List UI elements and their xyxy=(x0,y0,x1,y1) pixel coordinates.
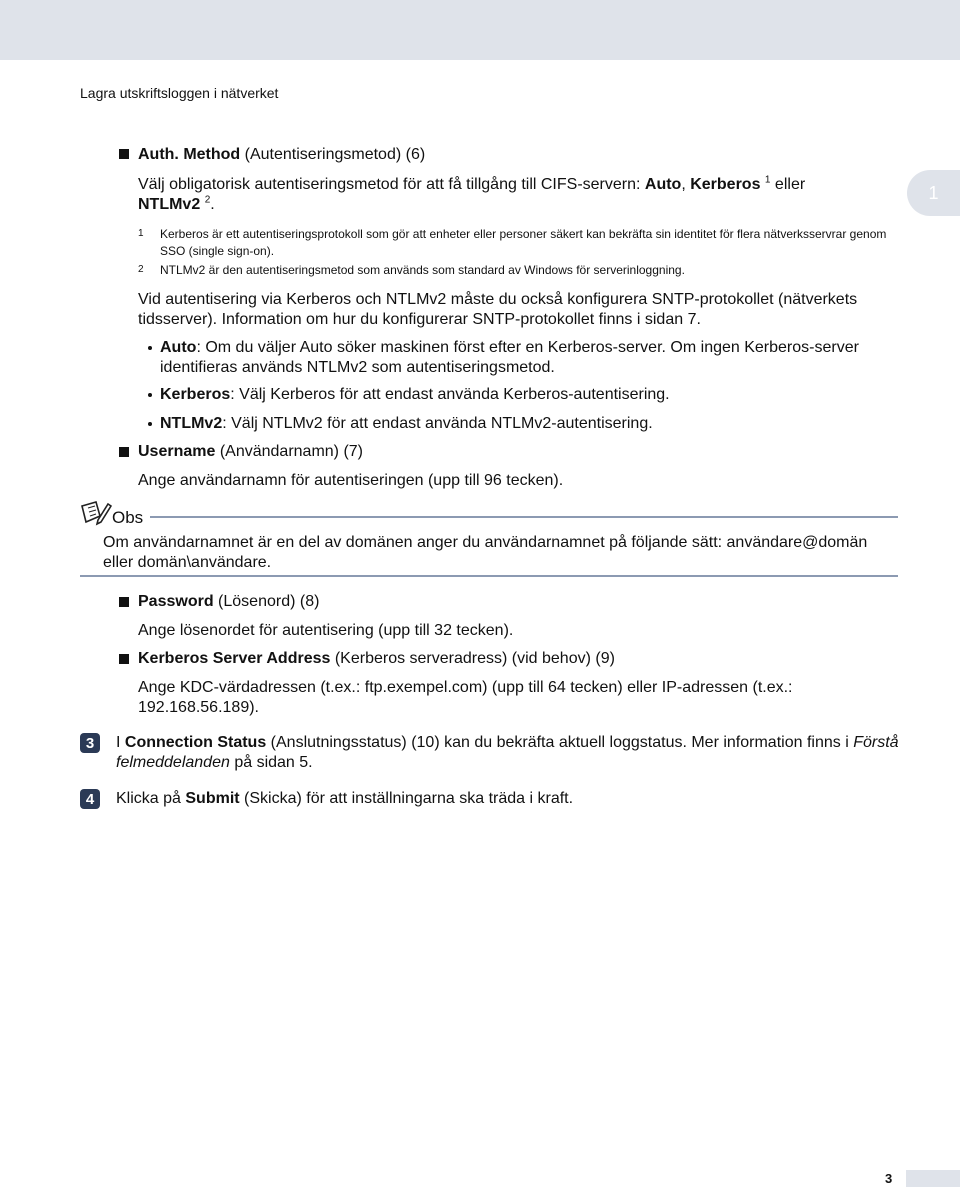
footnote-ref-2: 2 xyxy=(204,194,211,206)
footnote-text: NTLMv2 är den autentiseringsmetod som används som standard av Windows för serverinloggning. xyxy=(160,263,685,277)
step-connection-status xyxy=(116,733,906,773)
password-heading xyxy=(138,592,319,612)
page-header: Lagra utskriftsloggen i nätverket xyxy=(80,85,279,101)
bullet-label: Auto xyxy=(160,339,197,356)
step-text: (Anslutningsstatus) (10) kan du bekräfta aktuell loggstatus. Mer information finns i xyxy=(266,734,854,751)
note-pencil-icon xyxy=(78,496,112,530)
square-bullet-icon xyxy=(119,447,129,457)
auth-desc-sep: , xyxy=(681,176,691,193)
username-label: Username xyxy=(138,443,216,460)
page-number: 3 xyxy=(885,1171,893,1186)
step-text: (Skicka) för att inställningarna ska träda i kraft. xyxy=(239,790,574,807)
auth-method-description xyxy=(138,175,878,215)
obs-text: Om användarnamnet är en del av domänen anger du användarnamnet på följande sätt: användare@domän eller domän\användare. xyxy=(103,534,868,571)
auth-method-heading xyxy=(138,145,425,165)
footnote-number: 2 xyxy=(138,264,144,275)
kerberos-server-description: Ange KDC-värdadressen (t.ex.: ftp.exempel.com) (upp till 64 tecken) eller IP-adressen (t.ex.: 192.168.56.189). xyxy=(138,679,793,716)
auth-desc-text: Välj obligatorisk autentiseringsmetod för att få tillgång till CIFS-servern: xyxy=(138,176,645,193)
kerberos-server-subtitle: (Kerberos serveradress) (vid behov) (9) xyxy=(330,650,615,667)
footnote-number: 1 xyxy=(138,228,144,239)
bullet-dot-icon xyxy=(148,393,152,397)
sntp-note: Vid autentisering via Kerberos och NTLMv2 måste du också konfigurera SNTP-protokollet (nätverkets tidsserver). Information om hur du konfigurerar SNTP-protokollet finns i sidan 7. xyxy=(138,291,858,328)
obs-label: Obs xyxy=(112,508,144,527)
auth-desc-auto: Auto xyxy=(644,176,682,193)
kerberos-server-label: Kerberos Server Address xyxy=(138,650,331,667)
chapter-tab: 1 xyxy=(907,170,960,216)
password-description: Ange lösenordet för autentisering (upp till 32 tecken). xyxy=(138,622,514,639)
password-label: Password xyxy=(138,593,214,610)
password-subtitle: (Lösenord) (8) xyxy=(213,593,320,610)
square-bullet-icon xyxy=(119,597,129,607)
bullet-text: : Om du väljer Auto söker maskinen först efter en Kerberos-server. Om ingen Kerberos-server identifieras används NTLMv2 som autentiseringsmetod. xyxy=(160,339,859,376)
bullet-text: : Välj Kerberos för att endast använda Kerberos-autentisering. xyxy=(230,386,670,403)
step-text: I xyxy=(116,734,125,751)
top-band xyxy=(0,0,960,60)
step-number-badge: 4 xyxy=(80,789,100,809)
bullet-label: Kerberos xyxy=(160,386,231,403)
step-text: på sidan 5. xyxy=(229,754,313,771)
bullet-label: NTLMv2 xyxy=(160,415,223,432)
auth-desc-ntlmv2: NTLMv2 xyxy=(138,196,201,213)
auth-method-label: Auth. Method xyxy=(138,146,241,163)
bullet-ntlmv2 xyxy=(160,414,905,434)
auth-desc-or: eller xyxy=(770,176,806,193)
footnote-text: Kerberos är ett autentiseringsprotokoll som gör att enheter eller personer säkert kan bekräfta sin identitet för flera nätverksservrar genom SSO (single sign-on). xyxy=(160,227,887,258)
step-link-reference: Förstå felmeddelanden xyxy=(116,734,899,771)
auth-method-subtitle: (Autentiseringsmetod) (6) xyxy=(240,146,426,163)
bullet-kerberos xyxy=(160,385,905,405)
step-bold: Connection Status xyxy=(124,734,267,751)
kerberos-server-heading xyxy=(138,649,615,669)
footnote-ref-1: 1 xyxy=(764,174,771,186)
username-subtitle: (Användarnamn) (7) xyxy=(215,443,363,460)
step-submit xyxy=(116,789,906,809)
username-description: Ange användarnamn för autentiseringen (upp till 96 tecken). xyxy=(138,472,564,489)
step-text: Klicka på xyxy=(116,790,186,807)
bullet-text: : Välj NTLMv2 för att endast använda NTLMv2-autentisering. xyxy=(222,415,653,432)
bullet-dot-icon xyxy=(148,346,152,350)
square-bullet-icon xyxy=(119,149,129,159)
step-number-badge: 3 xyxy=(80,733,100,753)
obs-top-rule xyxy=(150,516,898,518)
bullet-auto xyxy=(160,338,905,378)
auth-desc-end: . xyxy=(210,196,215,213)
obs-bottom-rule xyxy=(80,575,898,577)
username-heading xyxy=(138,442,363,462)
square-bullet-icon xyxy=(119,654,129,664)
bullet-dot-icon xyxy=(148,422,152,426)
step-bold: Submit xyxy=(185,790,240,807)
auth-desc-kerberos: Kerberos xyxy=(690,176,761,193)
page-number-band xyxy=(906,1170,960,1187)
